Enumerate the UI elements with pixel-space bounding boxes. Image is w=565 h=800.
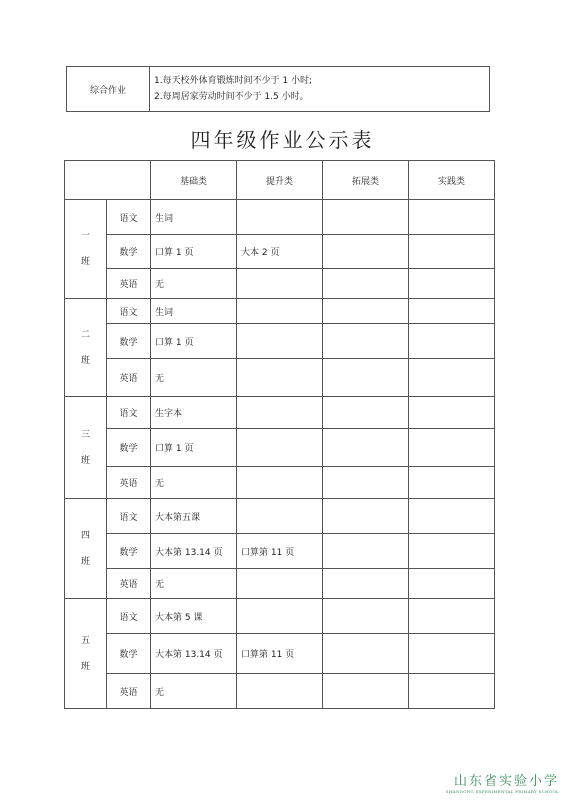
homework-cell <box>323 599 409 634</box>
homework-cell: 生词 <box>151 200 237 235</box>
class-name-top: 一 <box>80 231 90 241</box>
homework-cell <box>323 569 409 599</box>
homework-cell: 口算 1 页 <box>151 324 237 359</box>
subject-cell: 英语 <box>107 569 151 599</box>
subject-cell: 英语 <box>107 359 151 397</box>
subject-cell: 数学 <box>107 235 151 269</box>
class-name-top: 三 <box>80 429 90 440</box>
homework-line-1: 1.每天校外体育锻炼时间不少于 1 小时; <box>154 76 313 86</box>
homework-cell <box>409 299 495 324</box>
column-header: 拓展类 <box>323 161 409 200</box>
class-name-bottom: 班 <box>80 556 90 567</box>
homework-cell <box>237 429 323 467</box>
subject-cell: 语文 <box>107 299 151 324</box>
table-row <box>65 324 495 359</box>
logo-text-cn: 山东省实验小学 <box>453 774 559 789</box>
table-row <box>65 569 495 599</box>
table-row <box>65 534 495 569</box>
homework-cell <box>237 499 323 534</box>
subject-cell: 数学 <box>107 324 151 359</box>
class-name-cell <box>65 397 107 499</box>
table-row <box>65 359 495 397</box>
column-header: 提升类 <box>237 161 323 200</box>
column-header: 基础类 <box>151 161 237 200</box>
homework-cell: 口算第 11 页 <box>237 634 323 674</box>
subject-cell: 英语 <box>107 269 151 299</box>
homework-cell <box>409 429 495 467</box>
homework-cell <box>323 674 409 709</box>
table-row <box>65 200 495 235</box>
homework-cell: 无 <box>151 569 237 599</box>
homework-cell <box>409 324 495 359</box>
homework-cell <box>237 359 323 397</box>
table-row <box>65 599 495 634</box>
homework-cell <box>237 569 323 599</box>
homework-cell <box>237 397 323 429</box>
column-header: 实践类 <box>409 161 495 200</box>
homework-cell: 大本第五课 <box>151 499 237 534</box>
logo-text-en: SHANDONG EXPERIMENTAL PRIMARY SCHOOL <box>445 789 559 794</box>
homework-cell <box>409 499 495 534</box>
homework-cell: 大本第 5 课 <box>151 599 237 634</box>
comprehensive-homework-content <box>150 67 490 112</box>
subject-cell: 英语 <box>107 467 151 499</box>
table-row <box>65 674 495 709</box>
header-blank-cell <box>65 161 151 200</box>
class-name-bottom: 班 <box>80 661 90 672</box>
class-name-cell <box>65 499 107 599</box>
homework-cell: 无 <box>151 467 237 499</box>
homework-cell <box>323 235 409 269</box>
homework-cell <box>409 599 495 634</box>
class-name-cell <box>65 200 107 299</box>
homework-cell <box>409 269 495 299</box>
homework-cell <box>323 467 409 499</box>
subject-cell: 语文 <box>107 200 151 235</box>
homework-cell <box>237 467 323 499</box>
homework-cell <box>323 359 409 397</box>
header-row <box>65 161 495 200</box>
homework-cell: 口算 1 页 <box>151 235 237 269</box>
subject-cell: 数学 <box>107 429 151 467</box>
homework-cell: 大本第 13.14 页 <box>151 534 237 569</box>
table-row <box>65 299 495 324</box>
homework-cell <box>409 674 495 709</box>
table-row <box>65 429 495 467</box>
class-name-top: 四 <box>80 530 90 541</box>
subject-cell: 语文 <box>107 397 151 429</box>
homework-cell <box>237 324 323 359</box>
table-row <box>65 467 495 499</box>
homework-cell <box>237 599 323 634</box>
subject-cell: 语文 <box>107 599 151 634</box>
homework-cell: 大本第 13.14 页 <box>151 634 237 674</box>
homework-cell <box>323 299 409 324</box>
homework-cell <box>409 534 495 569</box>
homework-cell: 无 <box>151 359 237 397</box>
homework-cell <box>323 499 409 534</box>
subject-cell: 英语 <box>107 674 151 709</box>
homework-cell <box>409 359 495 397</box>
homework-table <box>64 160 495 709</box>
homework-cell <box>323 634 409 674</box>
school-logo <box>446 770 559 794</box>
homework-cell <box>409 569 495 599</box>
homework-cell <box>409 397 495 429</box>
homework-cell <box>323 269 409 299</box>
homework-cell <box>237 674 323 709</box>
class-name-bottom: 班 <box>80 455 90 466</box>
class-name-bottom: 班 <box>80 257 90 267</box>
subject-cell: 数学 <box>107 634 151 674</box>
homework-cell: 大本 2 页 <box>237 235 323 269</box>
table-row <box>65 235 495 269</box>
table-row <box>65 269 495 299</box>
homework-cell: 无 <box>151 269 237 299</box>
class-name-top: 五 <box>80 635 90 646</box>
homework-cell: 口算 1 页 <box>151 429 237 467</box>
comprehensive-homework-label: 综合作业 <box>67 67 150 112</box>
subject-cell: 数学 <box>107 534 151 569</box>
homework-line-2: 2.每周居家劳动时间不少于 1.5 小时。 <box>154 92 309 102</box>
homework-cell <box>409 467 495 499</box>
subject-cell: 语文 <box>107 499 151 534</box>
table-row <box>65 397 495 429</box>
homework-cell <box>237 299 323 324</box>
homework-cell <box>409 634 495 674</box>
page-title: 四年级作业公示表 <box>190 128 375 152</box>
homework-cell <box>323 200 409 235</box>
class-name-bottom: 班 <box>80 355 90 366</box>
homework-cell: 生字本 <box>151 397 237 429</box>
homework-cell <box>323 397 409 429</box>
homework-cell <box>323 324 409 359</box>
homework-cell <box>323 429 409 467</box>
table-row <box>65 499 495 534</box>
table-row <box>65 634 495 674</box>
class-name-top: 二 <box>80 329 90 340</box>
homework-cell: 生词 <box>151 299 237 324</box>
homework-cell <box>237 269 323 299</box>
comprehensive-homework-table <box>66 66 490 112</box>
homework-cell <box>323 534 409 569</box>
homework-cell <box>409 200 495 235</box>
class-name-cell <box>65 299 107 397</box>
homework-cell: 口算第 11 页 <box>237 534 323 569</box>
homework-cell <box>409 235 495 269</box>
class-name-cell <box>65 599 107 709</box>
homework-cell <box>237 200 323 235</box>
homework-cell: 无 <box>151 674 237 709</box>
